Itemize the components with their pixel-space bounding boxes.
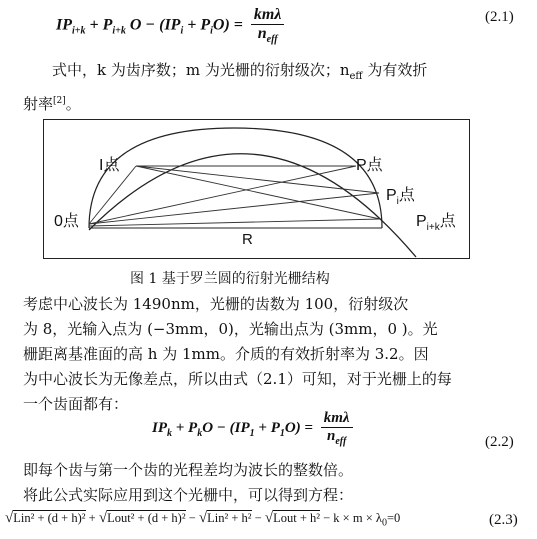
- para2-line: 为中心波长为无像差点，所以由式（2.1）可知，对于光栅上的每: [23, 370, 452, 388]
- ray: [136, 166, 380, 219]
- point-Pik-label: $P_{i+k}$点: [416, 213, 456, 234]
- point-I-label: I点: [99, 157, 120, 174]
- para2-line: 考虑中心波长为 1490nm，光栅的齿数为 100，衍射级次: [23, 295, 409, 313]
- paragraph-definitions: 式中，k 为齿序数；m 为光栅的衍射级次；$n_{eff}$ 为有效折 射率[2]。: [23, 61, 428, 113]
- equation-2-3-number: (2.3): [489, 512, 518, 528]
- point-P-label: P点: [356, 157, 383, 174]
- para2-line: 为 8，光输入点为 (−3mm，0)，光输出点为 (3mm，0 )。光: [23, 320, 438, 338]
- para3-line: 即每个齿与第一个齿的光程差均为波长的整数倍。: [23, 461, 354, 479]
- ray: [89, 219, 380, 226]
- point-Pi-label: $P_i$点: [386, 187, 415, 208]
- equation-2-3: √Lin² + (d + h)² + √Lout² + (d + h)² − √Lin² + h² − √Lout + $h^2 - k \times m \times \lambda_0=0$: [5, 510, 401, 529]
- figure-caption: 图 1 基于罗兰圆的衍射光栅结构: [130, 271, 330, 287]
- equation-2-1: $IP_{i+k} + P_{i+k}$ $O - (IP_i + P_iO)$ = $\frac{\text{kmλ}}{n_{eff}}$: [56, 6, 284, 45]
- paragraph-parameters: [23, 292, 452, 417]
- equation-2-2: $IP_k + P_kO - (IP_1 + P_1O)$ = $\frac{\text{kmλ}}{n_{eff}}$: [152, 410, 353, 447]
- radius-R-label: R: [242, 231, 253, 248]
- eq21-fraction: $\frac{\text{kmλ}}{n_{eff}}$: [251, 6, 285, 45]
- ray: [89, 193, 379, 224]
- rowland-circle-arc: [89, 128, 382, 228]
- para2-line: 一个齿面都有：: [23, 395, 129, 413]
- figure-rowland-circle: [43, 119, 470, 259]
- para3-line: 将此公式实际应用到这个光栅中，可以得到方程：: [23, 486, 354, 504]
- paragraph-application: [23, 458, 353, 508]
- equation-2-2-number: (2.2): [485, 434, 514, 450]
- point-0-label: 0点: [54, 213, 79, 230]
- eq22-fraction: $\frac{\text{kmλ}}{n_{eff}}$: [321, 410, 353, 447]
- equation-2-1-number: (2.1): [485, 9, 514, 25]
- para2-line: 栅距离基准面的高 h 为 1mm。介质的有效折射率为 3.2。因: [23, 345, 429, 363]
- ray: [136, 166, 379, 193]
